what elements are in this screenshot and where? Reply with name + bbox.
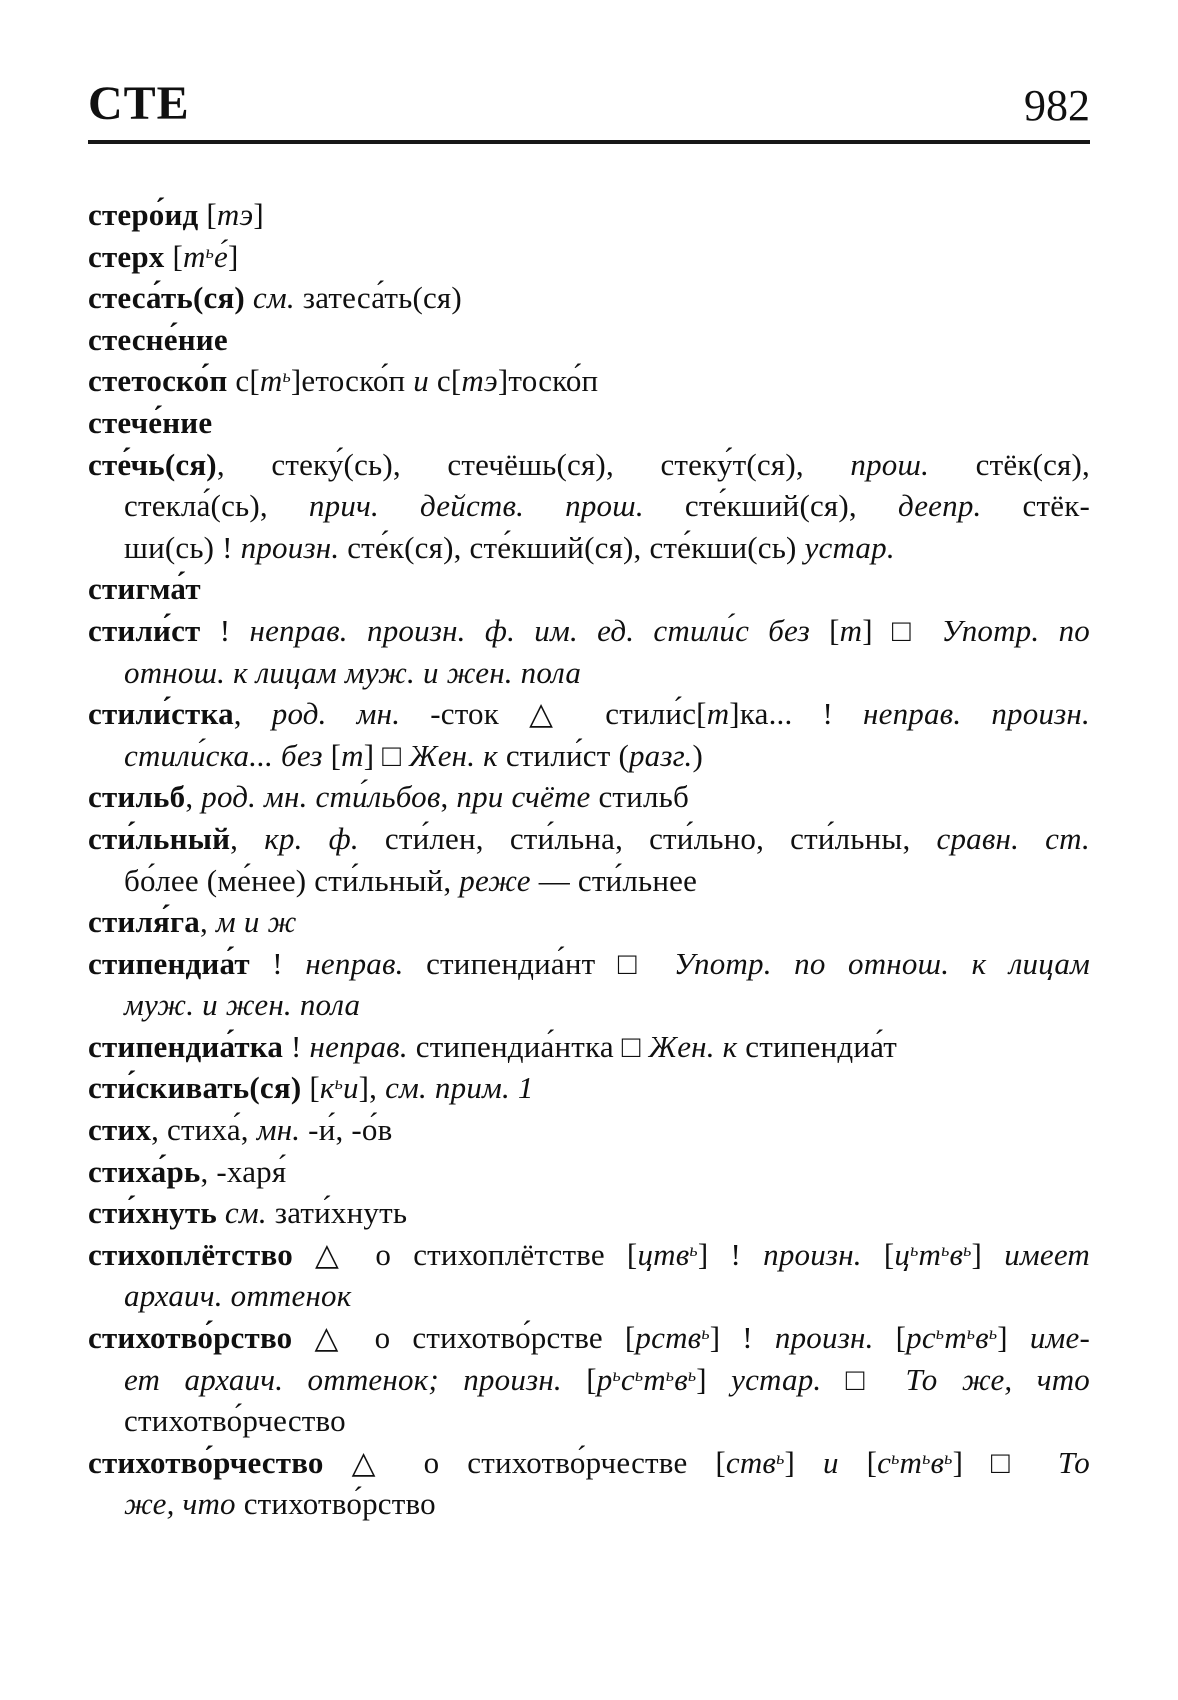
text-segment: в xyxy=(930,1444,945,1480)
text-segment: с[ xyxy=(227,363,260,399)
text-segment: стили́ст ( xyxy=(497,737,629,773)
text-segment: -и́, -о́в xyxy=(300,1112,393,1148)
text-segment: т xyxy=(918,1236,942,1272)
text-segment: р xyxy=(596,1361,613,1397)
superscript-soft-sign: ь xyxy=(612,1364,621,1385)
text-segment: прош. xyxy=(850,446,930,482)
text-segment: ] xyxy=(997,1320,1030,1356)
header-rule xyxy=(88,140,1090,144)
text-segment: Жен. к xyxy=(409,737,498,773)
text-segment: и xyxy=(822,1444,839,1480)
superscript-soft-sign: ь xyxy=(966,1323,976,1344)
text-segment: То xyxy=(1057,1444,1090,1480)
text-segment: устар. xyxy=(804,529,895,565)
text-segment: имеет xyxy=(1004,1236,1090,1272)
text-segment: сти́лен, сти́льна, сти́льно, сти́льны, xyxy=(358,820,937,856)
entry-line xyxy=(88,319,1090,361)
text-segment: ] xyxy=(971,1236,1005,1272)
text-segment: мн. xyxy=(256,1112,301,1148)
text-segment: △ о стихотво́рчестве [ xyxy=(323,1444,726,1480)
text-segment: с[ xyxy=(428,363,462,399)
text-segment: ц xyxy=(894,1236,911,1272)
text-segment: ] □ xyxy=(862,612,942,648)
text-segment: разг. xyxy=(628,737,693,773)
headword: стиля́га xyxy=(88,904,200,940)
text-segment: ) xyxy=(692,737,704,773)
entry-line xyxy=(88,236,1090,278)
superscript-soft-sign: ь xyxy=(665,1364,675,1385)
page-header xyxy=(88,77,1090,130)
entry-line xyxy=(88,1359,1090,1401)
text-segment: ! xyxy=(249,945,306,981)
text-segment: неправ. произн. ф. им. ед. стили́с без xyxy=(249,612,810,648)
text-segment: стихотво́рство xyxy=(235,1486,436,1522)
text-segment: , xyxy=(200,904,216,940)
text-segment: рс xyxy=(906,1320,936,1356)
text-segment: ] xyxy=(227,238,239,274)
entry-line xyxy=(88,693,1090,735)
superscript-soft-sign: ь xyxy=(963,1239,972,1260)
text-segment: сте́к(ся), сте́кший(ся), сте́кши(сь) xyxy=(339,529,805,565)
text-segment: ] xyxy=(696,1361,732,1397)
entry-line xyxy=(88,1026,1090,1068)
text-segment: тэ xyxy=(216,197,254,232)
headword: стесне́ние xyxy=(88,321,228,357)
entry-line xyxy=(88,568,1090,610)
entry-line xyxy=(88,194,1090,236)
text-segment: т xyxy=(899,1444,923,1480)
entry-line xyxy=(88,444,1090,486)
text-segment: стёк- xyxy=(981,488,1090,524)
text-segment: т xyxy=(643,1361,666,1397)
entry-line xyxy=(88,1442,1090,1484)
entry-line xyxy=(88,818,1090,860)
superscript-soft-sign: ь xyxy=(922,1447,931,1468)
text-segment: [ xyxy=(809,612,840,648)
text-segment: муж. и жен. пола xyxy=(124,987,361,1023)
text-segment: [ xyxy=(861,1236,895,1272)
superscript-soft-sign: ь xyxy=(334,1073,343,1094)
superscript-soft-sign: ь xyxy=(634,1364,644,1385)
text-segment: , xyxy=(233,696,272,732)
headword: сти́скивать(ся) xyxy=(88,1070,302,1106)
text-segment: неправ. xyxy=(309,1028,408,1064)
headword: стипендиа́тка xyxy=(88,1028,284,1064)
headword: стили́ст xyxy=(88,612,201,648)
text-segment: произн. xyxy=(774,1320,874,1356)
text-segment: т xyxy=(259,363,283,399)
text-segment: прич. действ. прош. xyxy=(308,488,644,524)
text-segment: — сти́льнее xyxy=(530,862,698,898)
text-segment: ], xyxy=(358,1070,386,1106)
text-segment: [ xyxy=(198,197,217,232)
text-segment xyxy=(217,1195,225,1230)
headword: стигма́т xyxy=(88,571,201,607)
text-segment: произн. xyxy=(240,529,340,565)
text-segment: в xyxy=(975,1320,989,1356)
text-segment: стихотво́рчество xyxy=(124,1403,346,1439)
text-segment: ] ! xyxy=(709,1320,775,1356)
text-segment: неправ. xyxy=(305,945,404,981)
headword: стили́стка xyxy=(88,696,234,732)
entry-line xyxy=(88,735,1090,777)
text-segment: рств xyxy=(635,1320,702,1356)
entry-line xyxy=(88,1067,1090,1109)
superscript-soft-sign: ь xyxy=(988,1323,998,1344)
headword: стеса́ть(ся) xyxy=(88,280,245,316)
entry-line xyxy=(88,1317,1090,1359)
text-segment: ] ! xyxy=(697,1236,764,1272)
text-segment: цтв xyxy=(637,1236,690,1272)
text-segment: сте́кший(ся), xyxy=(643,488,898,524)
text-segment: ши(сь) ! xyxy=(124,529,241,565)
text-segment: см. xyxy=(252,280,295,316)
text-segment: △ о стихоплётстве [ xyxy=(292,1236,638,1272)
text-segment: т xyxy=(839,612,863,648)
text-segment: , -харя́ xyxy=(200,1153,287,1189)
entry-line xyxy=(88,610,1090,652)
text-segment: е́ xyxy=(213,238,228,274)
text-segment: △ о стихотво́рстве [ xyxy=(292,1320,636,1356)
text-segment: ]ка... ! xyxy=(729,696,864,732)
entry-line xyxy=(88,652,1090,694)
text-segment: стёк(ся), xyxy=(929,446,1090,482)
text-segment: , стиха́, xyxy=(151,1112,257,1148)
text-segment: ] xyxy=(784,1444,823,1480)
text-segment: -сток △ стили́с[ xyxy=(400,696,707,732)
text-segment: см. прим. 1 xyxy=(385,1070,534,1106)
text-segment: при счёте xyxy=(456,779,591,815)
text-segment: т xyxy=(182,238,206,274)
superscript-soft-sign: ь xyxy=(205,241,214,262)
superscript-soft-sign: ь xyxy=(944,1447,953,1468)
text-segment: стили́ска... без xyxy=(124,737,323,773)
entry-line xyxy=(88,527,1090,569)
text-segment: стильб xyxy=(590,779,689,815)
text-segment: т xyxy=(341,737,364,773)
text-segment: зати́хнуть xyxy=(266,1195,408,1231)
text-segment: с xyxy=(620,1361,635,1397)
headword: сте́чь(ся) xyxy=(88,446,217,482)
text-segment: , xyxy=(230,820,265,856)
text-segment: [ xyxy=(838,1444,878,1480)
text-segment: [ xyxy=(322,737,342,773)
text-segment: т xyxy=(706,696,730,732)
text-segment: кр. ф. xyxy=(264,820,359,856)
entry-line xyxy=(88,943,1090,985)
text-segment: То же, что xyxy=(905,1361,1090,1397)
text-segment: в xyxy=(949,1236,964,1272)
superscript-soft-sign: ь xyxy=(701,1323,710,1344)
text-segment: реже xyxy=(459,862,531,898)
entry-line xyxy=(88,277,1090,319)
text-segment: род. мн. xyxy=(271,696,401,732)
text-segment xyxy=(245,280,253,315)
superscript-soft-sign: ь xyxy=(941,1239,950,1260)
entry-line xyxy=(88,360,1090,402)
text-segment: ! xyxy=(283,1028,310,1064)
text-segment: ств xyxy=(725,1444,777,1480)
text-segment: ] □ xyxy=(952,1444,1058,1480)
entry-line xyxy=(88,1275,1090,1317)
text-segment: сравн. ст. xyxy=(936,820,1090,856)
text-segment: бо́лее (ме́нее) сти́льный, xyxy=(124,862,460,898)
text-segment: м и ж xyxy=(215,904,297,940)
entry-line xyxy=(88,1483,1090,1525)
text-segment: Употр. по xyxy=(941,612,1090,648)
headword: стильб xyxy=(88,779,186,815)
text-segment: произн. xyxy=(763,1236,862,1272)
text-segment: т xyxy=(944,1320,967,1356)
headword: стихотво́рство xyxy=(88,1320,293,1356)
text-segment: , xyxy=(440,779,457,815)
headword: стече́ние xyxy=(88,404,213,440)
entry-line xyxy=(88,402,1090,444)
headword: стерх xyxy=(88,238,165,274)
text-segment: ]етоско́п xyxy=(290,363,414,399)
text-segment: в xyxy=(674,1361,688,1397)
page-number: 982 xyxy=(1024,81,1090,130)
text-segment: [ xyxy=(561,1361,597,1397)
running-head: СТЕ xyxy=(88,77,190,130)
text-segment: род. мн. сти́льбов xyxy=(201,779,441,815)
headword: стеро́ид xyxy=(88,197,199,232)
entries xyxy=(88,194,1090,1525)
text-segment: ] xyxy=(253,197,264,232)
text-segment: см. xyxy=(224,1195,267,1231)
text-segment: стипендиа́т xyxy=(737,1028,898,1064)
text-segment: неправ. произн. xyxy=(863,696,1090,732)
superscript-soft-sign: ь xyxy=(891,1447,900,1468)
headword: стиха́рь xyxy=(88,1153,201,1189)
text-segment: и xyxy=(342,1070,359,1106)
entry-line xyxy=(88,1400,1090,1442)
superscript-soft-sign: ь xyxy=(935,1323,945,1344)
entry-line xyxy=(88,776,1090,818)
text-segment: отнош. к лицам муж. и жен. пола xyxy=(124,654,582,690)
superscript-soft-sign: ь xyxy=(689,1239,698,1260)
superscript-soft-sign: ь xyxy=(687,1364,697,1385)
text-segment: [ xyxy=(301,1070,320,1106)
text-segment: , xyxy=(185,779,202,815)
entry-line xyxy=(88,1151,1090,1193)
text-segment: и xyxy=(413,363,429,399)
text-segment: тэ xyxy=(461,363,498,399)
text-segment: к xyxy=(319,1070,335,1106)
entry-line xyxy=(88,901,1090,943)
text-segment: стипендиа́нтка □ xyxy=(407,1028,649,1064)
text-segment: Употр. по отнош. к лицам xyxy=(673,945,1090,981)
entry-line xyxy=(88,984,1090,1026)
headword: стетоско́п xyxy=(88,363,228,399)
text-segment: ! xyxy=(200,612,250,648)
text-segment: стипендиа́нт □ xyxy=(403,945,674,981)
headword: сти́хнуть xyxy=(88,1195,217,1231)
text-segment: устар. xyxy=(731,1361,822,1397)
text-segment: же, что xyxy=(124,1486,236,1522)
text-segment: деепр. xyxy=(897,488,982,524)
text-segment: [ xyxy=(164,238,183,274)
entry-line xyxy=(88,1192,1090,1234)
text-segment: име- xyxy=(1029,1320,1090,1356)
text-segment: ] □ xyxy=(363,737,410,773)
entry-line xyxy=(88,1109,1090,1151)
superscript-soft-sign: ь xyxy=(282,366,291,387)
text-segment: [ xyxy=(873,1320,907,1356)
entry-line xyxy=(88,485,1090,527)
headword: стипендиа́т xyxy=(88,945,250,981)
text-segment: Жен. к xyxy=(648,1028,738,1064)
text-segment: стекла́(сь), xyxy=(124,488,309,524)
entry-line xyxy=(88,1234,1090,1276)
superscript-soft-sign: ь xyxy=(910,1239,919,1260)
headword: стихоплётство xyxy=(88,1236,293,1272)
text-segment: с xyxy=(877,1444,892,1480)
text-segment: затеса́ть(ся) xyxy=(294,280,462,316)
headword: стихотво́рчество xyxy=(88,1444,324,1480)
text-segment: ]тоско́п xyxy=(497,363,599,399)
text-segment: , стеку́(сь), стечёшь(ся), стеку́т(ся), xyxy=(216,446,851,482)
entry-line xyxy=(88,860,1090,902)
headword: стих xyxy=(88,1112,152,1148)
superscript-soft-sign: ь xyxy=(776,1447,785,1468)
text-segment: архаич. оттенок xyxy=(124,1278,352,1314)
text-segment: ет архаич. оттенок; произн. xyxy=(124,1361,562,1397)
headword: сти́льный xyxy=(88,820,231,856)
text-segment: □ xyxy=(821,1361,906,1397)
